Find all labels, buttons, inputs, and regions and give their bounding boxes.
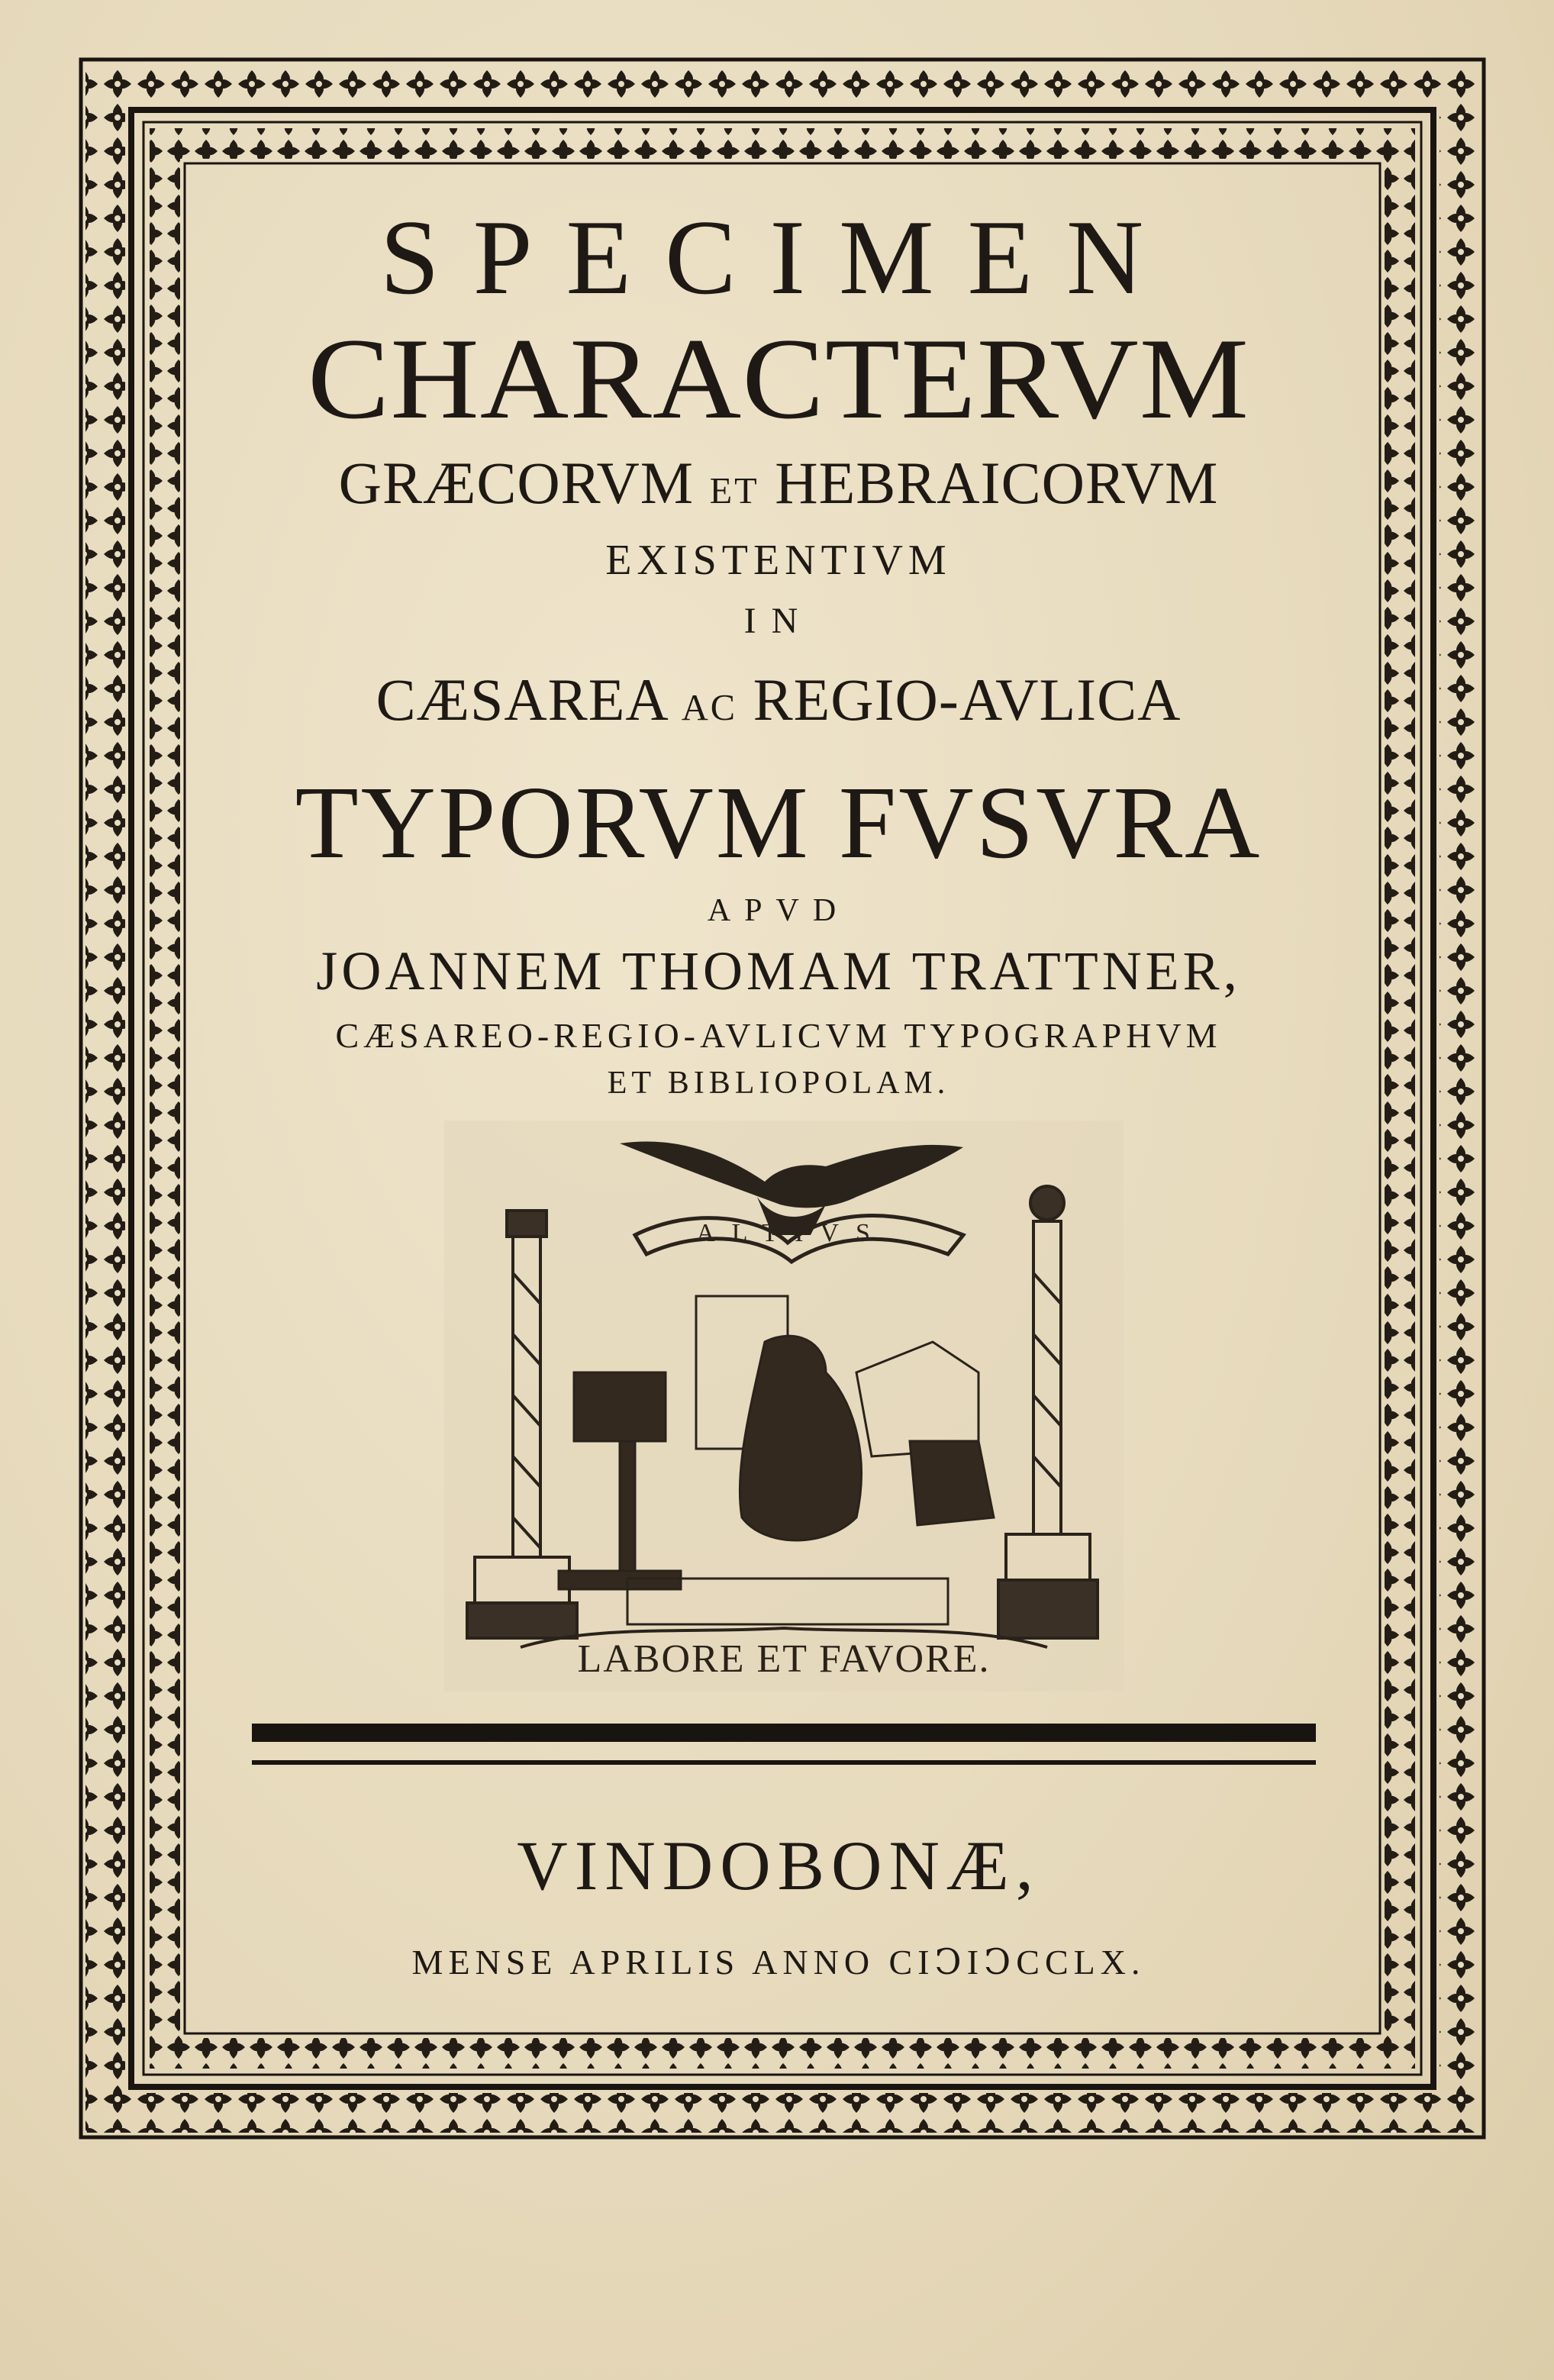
imprint-date: MENSE APRILIS ANNO CIↃIↃCCLX. [411, 1943, 1146, 1982]
graecorum-word: GRÆCORVM [338, 450, 695, 516]
title-specimen: SPECIMEN [379, 198, 1178, 317]
title-caesarea-ac-regio-aulica [206, 666, 1351, 733]
imprint-place: VINDOBONÆ, [517, 1827, 1040, 1904]
title-typorum-fusura: TYPORVM FVSVRA [295, 766, 1262, 880]
et-word: ET [709, 471, 759, 511]
thick-rule [252, 1724, 1316, 1742]
regio-aulica-word: REGIO-AVLICA [753, 666, 1182, 733]
hebraicorum-word: HEBRAICORVM [775, 450, 1219, 516]
title-characterum: CHARACTERVM [307, 314, 1250, 443]
title-in: IN [743, 601, 814, 641]
banner-text: ALTIVS [696, 1219, 887, 1247]
engraved-vignette [444, 1121, 1124, 1691]
thin-rule [252, 1760, 1316, 1765]
title-graecorum-et-hebraicorum [206, 450, 1351, 516]
title-apud: APVD [707, 893, 850, 928]
vignette-motto: LABORE ET FAVORE. [577, 1637, 991, 1681]
ac-word: AC [681, 688, 738, 728]
printer-name: JOANNEM THOMAM TRATTNER, [316, 940, 1241, 1001]
caesarea-word: CÆSAREA [376, 666, 666, 733]
printer-bibliopolam: ET BIBLIOPOLAM. [607, 1066, 950, 1101]
printer-title: CÆSAREO-REGIO-AVLICVM TYPOGRAPHVM [335, 1016, 1222, 1055]
title-existentium: EXISTENTIVM [605, 537, 952, 584]
